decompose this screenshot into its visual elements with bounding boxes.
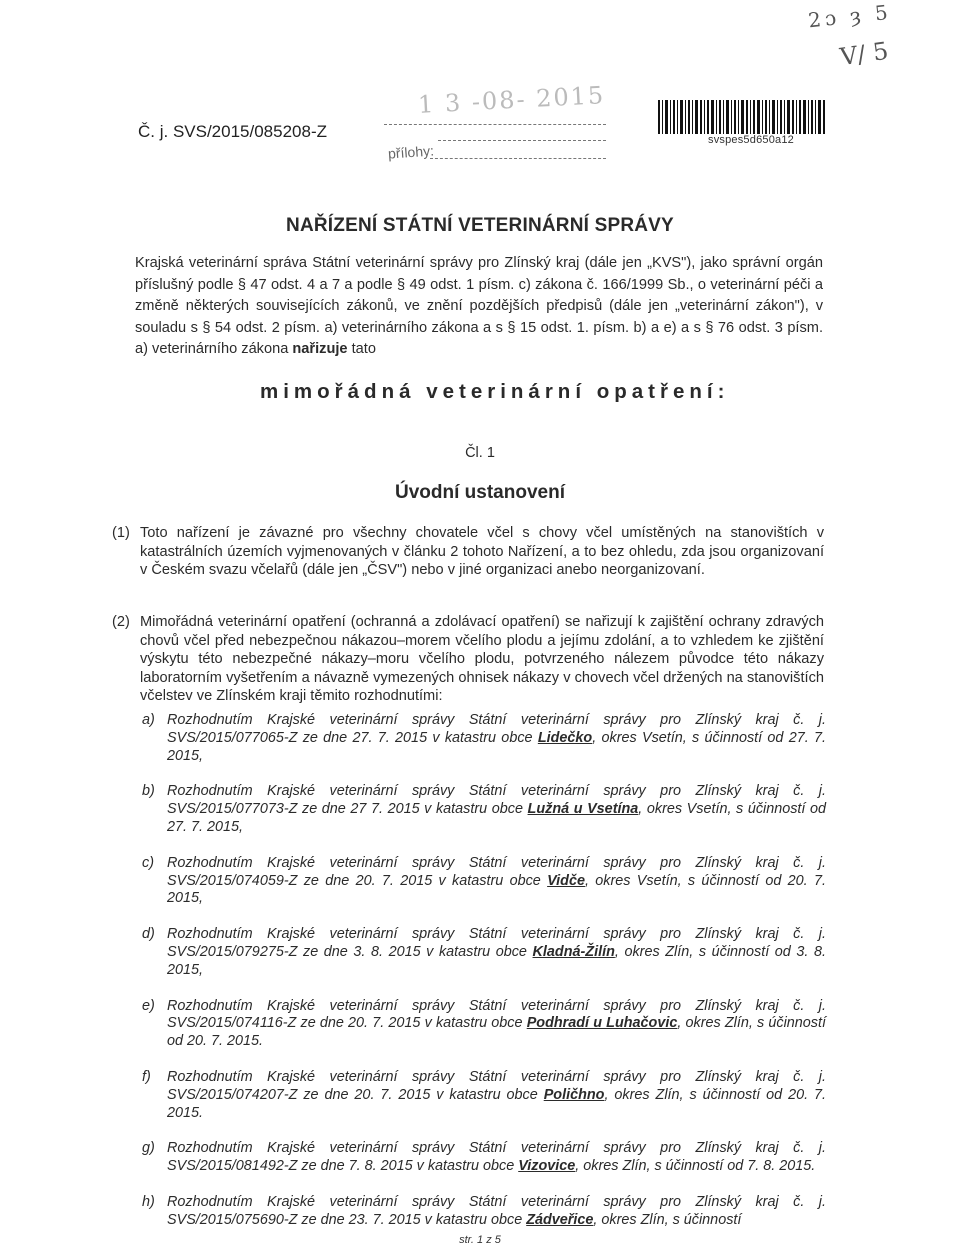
intro-text: Krajská veterinární správa Státní veterinární správy pro Zlínský kraj (dále jen „KVS"), jako správní orgán příslušný podle § 47 odst. 4 a 7 a podle § 49 odst. 1 písm. c) zákona č. 166/1999 Sb., o veterinární péči a změně některých souvisejících zákonů, ve znění pozdějších předpisů (dále jen „veterinární zákon"), v souladu s § 54 odst. 2 písm. a) veterinárního zákona a s § 15 odst. 1. písm. b) a e) a s § 76 odst. 3 písm. a) veterinárního zákona bbox=[135, 255, 823, 357]
decision-list bbox=[142, 712, 826, 1248]
page-number: str. 1 z 5 bbox=[459, 1234, 501, 1246]
municipality-name: Vidče bbox=[547, 872, 585, 889]
decision-item bbox=[142, 855, 826, 908]
paragraph-1 bbox=[112, 524, 824, 580]
decision-tail: , okres Vsetín, s účinností od 27. 7. 2015, bbox=[167, 729, 827, 764]
decision-tail: , okres Zlín, s účinností od 20. 7. 2015. bbox=[167, 1015, 826, 1050]
decision-letter: h) bbox=[142, 1193, 155, 1210]
intro-verb: nařizuje bbox=[292, 341, 348, 357]
decision-item bbox=[142, 1140, 826, 1176]
handwritten-corner-mark: V/ 5 bbox=[838, 36, 891, 72]
municipality-name: Lidečko bbox=[537, 729, 593, 746]
municipality-name: Podhradí u Luhačovic bbox=[526, 1015, 678, 1032]
stamp-attachments-label: přílohy: bbox=[387, 142, 435, 162]
stamp-line bbox=[438, 140, 606, 141]
stamp-line bbox=[384, 124, 606, 125]
article-title: Úvodní ustanovení bbox=[395, 482, 565, 503]
stamp-line bbox=[430, 158, 606, 159]
decision-item bbox=[142, 712, 826, 765]
decision-item bbox=[142, 926, 826, 979]
decision-letter: g) bbox=[142, 1140, 155, 1157]
decision-tail: , okres Zlín, s účinností od 3. 8. 2015, bbox=[167, 943, 826, 978]
municipality-name: Vizovice bbox=[518, 1158, 576, 1175]
handwritten-corner-note: 2ɔ ȝ 5 bbox=[806, 0, 893, 33]
decision-tail: , okres Zlín, s účinností bbox=[593, 1211, 742, 1228]
decision-letter: d) bbox=[142, 926, 155, 943]
stamp-date: 1 3 -08- 2015 bbox=[417, 81, 606, 119]
decision-letter: f) bbox=[142, 1068, 151, 1085]
paragraph-2 bbox=[112, 613, 824, 706]
paragraph-text: Mimořádná veterinární opatření (ochranná a zdolávací opatření) se nařizují k zajištění ochrany zdravých chovů včel před nebezpečnou nákazou–morem včelího plodu a jejímu zdolání, a to vzhledem ke zjištění výskytu této nebezpečné nákazy–moru včelího plodu, potvrzeného nálezem původce této nákazy laboratorním vyšetřením a návazně vymezených ohnisek nákazy v chovech včel držených na stanovištích včelstev ve Zlínském kraji těmito rozhodnutími: bbox=[140, 614, 824, 704]
paragraph-number: (2) bbox=[112, 614, 130, 630]
decision-letter: e) bbox=[142, 997, 155, 1014]
decision-text: Rozhodnutím Krajské veterinární správy Státní veterinární správy pro Zlínský kraj č. j. SVS/2015/074207-Z ze dne 20. 7. 2015 v katastru obce bbox=[167, 1068, 826, 1103]
decision-text: Rozhodnutím Krajské veterinární správy Státní veterinární správy pro Zlínský kraj č. j. SVS/2015/081492-Z ze dne 7. 8. 2015 v katastru obce bbox=[167, 1140, 826, 1175]
decision-tail: , okres Vsetín, s účinností od 27. 7. 2015, bbox=[167, 801, 827, 835]
municipality-name: Zádveřice bbox=[526, 1211, 594, 1228]
paragraph-number: (1) bbox=[112, 525, 130, 541]
decision-item bbox=[142, 1069, 826, 1122]
article-number: Čl. 1 bbox=[465, 445, 495, 461]
paragraph-text: Toto nařízení je závazné pro všechny chovatele včel s chovy včel umístěných na stanovištích v katastrálních územích vyjmenovaných v článku 2 tohoto Nařízení, a to bez ohledu, zda jsou organizovaní v Českém svazu včelařů (dále jen „ČSV") nebo v jiné organizaci anebo neorganizovaní. bbox=[140, 525, 824, 578]
barcode-text: svspes5d650a12 bbox=[708, 134, 794, 146]
document-title: NAŘÍZENÍ STÁTNÍ VETERINÁRNÍ SPRÁVY bbox=[286, 215, 674, 236]
decision-text: Rozhodnutím Krajské veterinární správy Státní veterinární správy pro Zlínský kraj č. j. SVS/2015/074116-Z ze dne 20. 7. 2015 v katastru obce bbox=[167, 997, 826, 1032]
decision-text: Rozhodnutím Krajské veterinární správy Státní veterinární správy pro Zlínský kraj č. j. SVS/2015/075690-Z ze dne 23. 7. 2015 v katastru obce bbox=[167, 1193, 826, 1228]
document-barcode bbox=[658, 100, 826, 134]
decision-item bbox=[142, 1194, 826, 1230]
intro-tail: tato bbox=[351, 341, 376, 357]
decision-tail: , okres Zlín, s účinností od 20. 7. 2015. bbox=[167, 1086, 827, 1121]
decision-letter: c) bbox=[142, 854, 154, 871]
municipality-name: Lužná u Vsetína bbox=[527, 801, 639, 818]
municipality-name: Kladná-Žilín bbox=[532, 943, 615, 960]
decision-text: Rozhodnutím Krajské veterinární správy Státní veterinární správy pro Zlínský kraj č. j. SVS/2015/077065-Z ze dne 27. 7. 2015 v katastru obce bbox=[167, 712, 826, 746]
intro-paragraph bbox=[135, 253, 823, 361]
decision-letter: a) bbox=[142, 712, 155, 728]
measures-heading: mimořádná veterinární opatření: bbox=[260, 380, 730, 403]
reference-number: Č. j. SVS/2015/085208-Z bbox=[138, 122, 328, 141]
decision-item bbox=[142, 998, 826, 1051]
decision-text: Rozhodnutím Krajské veterinární správy Státní veterinární správy pro Zlínský kraj č. j. SVS/2015/074059-Z ze dne 20. 7. 2015 v katastru obce bbox=[167, 854, 826, 889]
decision-text: Rozhodnutím Krajské veterinární správy Státní veterinární správy pro Zlínský kraj č. j. SVS/2015/079275-Z ze dne 3. 8. 2015 v katastru obce bbox=[167, 926, 826, 960]
receipt-stamp bbox=[378, 78, 610, 170]
decision-text: Rozhodnutím Krajské veterinární správy Státní veterinární správy pro Zlínský kraj č. j. SVS/2015/077073-Z ze dne 27 7. 2015 v katastru obce bbox=[167, 783, 826, 818]
decision-tail: , okres Zlín, s účinností od 7. 8. 2015. bbox=[575, 1158, 816, 1175]
decision-letter: b) bbox=[142, 783, 155, 800]
decision-tail: , okres Vsetín, s účinností od 20. 7. 2015, bbox=[167, 872, 827, 907]
decision-item bbox=[142, 783, 826, 836]
municipality-name: Poličhno bbox=[543, 1086, 605, 1103]
